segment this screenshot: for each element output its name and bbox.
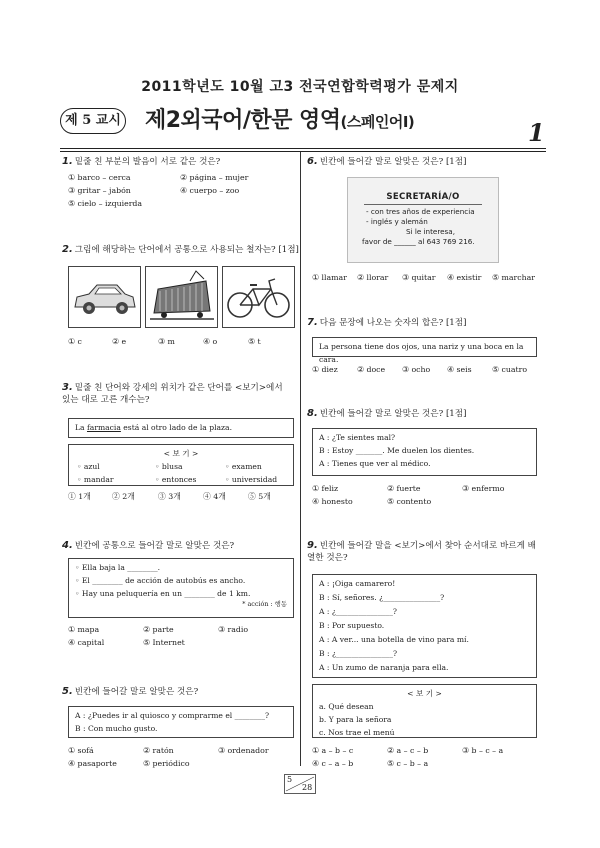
- dialogue-line: A : Un zumo de naranja para ella.: [319, 663, 449, 672]
- option[interactable]: ① diez: [312, 365, 338, 374]
- sign-line: - con tres años de experiencia: [366, 207, 475, 216]
- option[interactable]: ② página – mujer: [180, 173, 249, 182]
- sentence-part: está al otro lado de la plaza.: [120, 423, 232, 432]
- question-text: 빈칸에 공통으로 들어갈 말로 알맞은 것은?: [74, 541, 235, 551]
- option[interactable]: ① mapa: [68, 625, 100, 634]
- header-rule-thin: [60, 151, 546, 152]
- sign-line: favor de ______ al 643 769 216.: [362, 237, 475, 246]
- train-image: [145, 266, 218, 328]
- question-number: 6.: [307, 156, 318, 167]
- question-text: 빈칸에 들어갈 말로 알맞은 것은?: [74, 687, 199, 697]
- total-pages: 28: [302, 783, 313, 792]
- option[interactable]: ② parte: [143, 625, 174, 634]
- bogi-item: a. Qué desean: [319, 702, 374, 711]
- column-divider: [300, 152, 301, 766]
- q9-dialogue-box: [312, 574, 537, 678]
- question-text: 빈칸에 들어갈 말을 <보기>에서 찾아 순서대로 바르게 배열한 것은?: [307, 541, 536, 563]
- header-rule: [60, 148, 546, 149]
- option[interactable]: ④ o: [203, 337, 218, 346]
- bogi-item: ◦ blusa: [155, 462, 183, 471]
- q8-dialogue-box: [312, 428, 537, 476]
- box-line: ◦ Hay una peluquería en un ________ de 1 km.: [75, 589, 251, 598]
- subject-sub: (스페인어Ⅰ): [340, 113, 415, 131]
- dialogue-line: A : Tienes que ver al médico.: [319, 459, 431, 468]
- subject-title: [145, 103, 414, 134]
- box-line: ◦ Ella baja la ________.: [75, 563, 161, 572]
- question-text: 다음 문장에 나오는 숫자의 합은? [1점]: [319, 318, 467, 328]
- dialogue-line: B : Por supuesto.: [319, 621, 385, 630]
- option[interactable]: ⑤ periódico: [143, 759, 190, 768]
- sign-line: - inglés y alemán: [366, 217, 428, 226]
- option[interactable]: ⑤ marchar: [492, 273, 536, 282]
- option[interactable]: ① c: [68, 337, 82, 346]
- option[interactable]: ⑤ 5개: [248, 492, 271, 501]
- option[interactable]: ④ 4개: [203, 492, 226, 501]
- option[interactable]: ④ seis: [447, 365, 472, 374]
- question-2: [62, 244, 299, 256]
- bogi-title: < 보 기 >: [407, 689, 442, 698]
- bogi-item: c. Nos trae el menú: [319, 728, 395, 737]
- question-7: [307, 317, 466, 329]
- bogi-item: ◦ universidad: [225, 475, 278, 484]
- question-8: [307, 408, 466, 420]
- option[interactable]: ③ quitar: [402, 273, 436, 282]
- question-number: 8.: [307, 408, 318, 419]
- question-text: 밑줄 친 단어와 강세의 위치가 같은 단어를 <보기>에서 있는 대로 고른 개수는?: [62, 383, 283, 405]
- exam-title: 2011학년도 10월 고3 전국연합학력평가 문제지: [141, 79, 459, 95]
- bogi-item: ◦ examen: [225, 462, 262, 471]
- footnote: * acción : 행동: [242, 600, 287, 608]
- question-1: [62, 156, 220, 168]
- option[interactable]: ⑤ cuatro: [492, 365, 528, 374]
- question-number: 4.: [62, 540, 73, 551]
- bogi-item: ◦ entonces: [155, 475, 197, 484]
- bicycle-image: [222, 266, 295, 328]
- option[interactable]: ⑤ cielo – izquierda: [68, 199, 143, 208]
- option[interactable]: ② e: [112, 337, 127, 346]
- underlined-word: farmacia: [86, 423, 121, 432]
- current-page: 5: [287, 775, 293, 784]
- question-text: 빈칸에 들어갈 말로 알맞은 것은? [1점]: [319, 157, 467, 167]
- option[interactable]: ① feliz: [312, 484, 339, 493]
- option[interactable]: ③ ordenador: [218, 746, 269, 755]
- page-counter: [284, 774, 316, 794]
- sentence-part: La: [75, 423, 87, 432]
- option[interactable]: ① barco – cerca: [68, 173, 131, 182]
- option[interactable]: ③ gritar – jabón: [68, 186, 131, 195]
- q3-bogi-box: [68, 444, 294, 486]
- sign-divider: [364, 204, 482, 205]
- bogi-item: ◦ mandar: [77, 475, 114, 484]
- option[interactable]: ① sofá: [68, 746, 94, 755]
- option[interactable]: ⑤ Internet: [143, 638, 185, 647]
- sign-line: Si le interesa,: [406, 227, 455, 236]
- page-number: 1: [528, 118, 545, 147]
- option[interactable]: ⑤ contento: [387, 497, 432, 506]
- option[interactable]: ④ cuerpo – zoo: [180, 186, 240, 195]
- q5-box: [68, 706, 294, 738]
- option[interactable]: ① 1개: [68, 492, 91, 501]
- option[interactable]: ④ capital: [68, 638, 105, 647]
- option[interactable]: ⑤ t: [248, 337, 261, 346]
- job-ad-sign: [347, 177, 499, 263]
- question-number: 5.: [62, 686, 73, 697]
- option[interactable]: ③ radio: [218, 625, 249, 634]
- option[interactable]: ④ pasaporte: [68, 759, 117, 768]
- subject-main: 제2외국어/한문 영역: [145, 108, 341, 133]
- q4-box: [68, 558, 294, 618]
- box-line: B : Con mucho gusto.: [75, 724, 158, 733]
- car-image: [68, 266, 141, 328]
- question-number: 3.: [62, 382, 73, 393]
- box-line: ◦ El ________ de acción de autobús es ancho.: [75, 576, 246, 585]
- question-number: 1.: [62, 156, 73, 167]
- option[interactable]: ③ enfermo: [462, 484, 505, 493]
- option[interactable]: ④ honesto: [312, 497, 353, 506]
- option[interactable]: ③ 3개: [158, 492, 181, 501]
- option[interactable]: ③ ocho: [402, 365, 431, 374]
- dialogue-line: A : A ver... una botella de vino para mí.: [319, 635, 469, 644]
- option[interactable]: ① llamar: [312, 273, 347, 282]
- bogi-item: ◦ azul: [77, 462, 100, 471]
- option[interactable]: ③ m: [158, 337, 175, 346]
- q3-sentence-box: [68, 418, 294, 438]
- option[interactable]: ② 2개: [112, 492, 135, 501]
- option[interactable]: ③ b – c – a: [462, 746, 504, 755]
- option[interactable]: ① a – b – c: [312, 746, 354, 755]
- question-text: 빈칸에 들어갈 말로 알맞은 것은? [1점]: [319, 409, 467, 419]
- question-number: 7.: [307, 317, 318, 328]
- question-number: 9.: [307, 540, 318, 551]
- question-4: [62, 540, 234, 552]
- option[interactable]: ⑤ c – b – a: [387, 759, 429, 768]
- dialogue-line: A : ¡Oiga camarero!: [319, 579, 396, 588]
- dialogue-line: A : ¿_______________?: [319, 607, 397, 616]
- question-9: [307, 540, 541, 564]
- question-3: [62, 382, 292, 406]
- q9-bogi-box: [312, 684, 537, 738]
- option[interactable]: ② doce: [357, 365, 386, 374]
- bogi-title: < 보 기 >: [163, 449, 199, 458]
- sign-title: SECRETARÍA/O: [386, 192, 460, 202]
- dialogue-line: A : ¿Te sientes mal?: [319, 433, 396, 442]
- question-number: 2.: [62, 244, 73, 255]
- question-text: 그림에 해당하는 단어에서 공통으로 사용되는 철자는? [1점]: [74, 245, 299, 255]
- question-6: [307, 156, 466, 168]
- dialogue-line: B : ¿_______________?: [319, 649, 398, 658]
- question-text: 밑줄 친 부분의 발음이 서로 같은 것은?: [74, 157, 221, 167]
- dialogue-line: B : Estoy _______. Me duelen los dientes.: [319, 446, 475, 455]
- question-5: [62, 686, 198, 698]
- bogi-item: b. Y para la señora: [319, 715, 392, 724]
- option[interactable]: ④ c – a – b: [312, 759, 354, 768]
- option[interactable]: ② a – c – b: [387, 746, 429, 755]
- dialogue-line: B : Sí, señores. ¿_______________?: [319, 593, 445, 602]
- q7-sentence-box: La persona tiene dos ojos, una nariz y una boca en la cara.: [312, 337, 537, 357]
- option[interactable]: ② fuerte: [387, 484, 421, 493]
- option[interactable]: ④ existir: [447, 273, 482, 282]
- period-badge: 제 5 교시: [60, 108, 126, 134]
- box-line: A : ¿Puedes ir al quiosco y comprarme el ________?: [75, 711, 270, 720]
- option[interactable]: ② llorar: [357, 273, 389, 282]
- option[interactable]: ② ratón: [143, 746, 174, 755]
